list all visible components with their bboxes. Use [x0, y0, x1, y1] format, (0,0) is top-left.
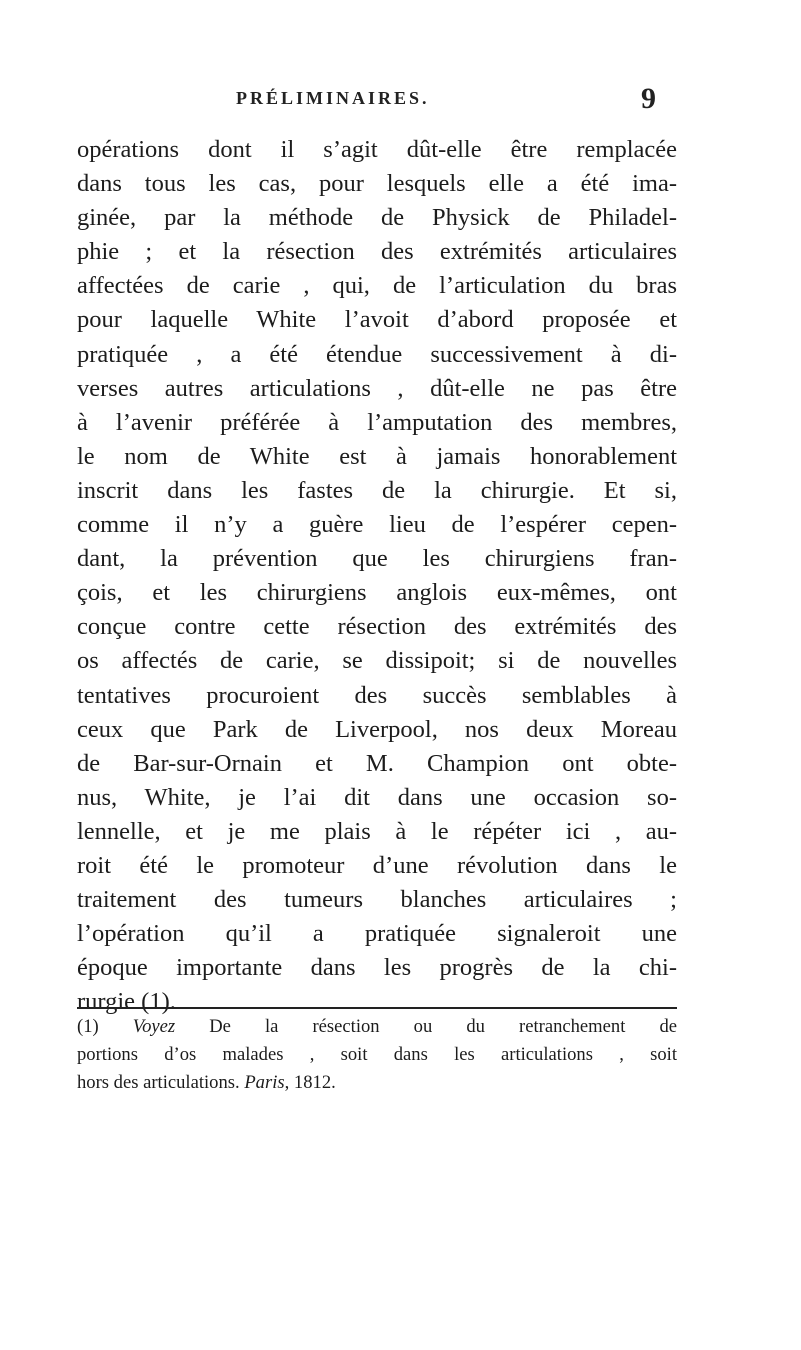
text-line: époque importante dans les progrès de la chi- — [77, 954, 677, 982]
text-line: pratiquée , a été étendue successivement à di- — [77, 340, 677, 368]
footnote-line: portions d’os malades , soit dans les articulations , soit — [77, 1044, 677, 1065]
running-head-title: PRÉLIMINAIRES. — [236, 88, 430, 108]
footnote-line — [77, 1013, 677, 1041]
footnote-rule — [77, 1007, 677, 1009]
text-line: ceux que Park de Liverpool, nos deux Moreau — [77, 715, 677, 743]
text-line: phie ; et la résection des extrémités articulaires — [77, 238, 677, 266]
text-line: roit été le promoteur d’une révolution dans le — [77, 851, 677, 879]
text-line: pour laquelle White l’avoit d’abord proposée et — [77, 306, 677, 334]
running-head — [236, 82, 656, 118]
text-line: nus, White, je l’ai dit dans une occasion so- — [77, 783, 677, 811]
text-line: traitement des tumeurs blanches articulaires ; — [77, 886, 677, 914]
text-line: inscrit dans les fastes de la chirurgie. Et si, — [77, 476, 677, 504]
footnote-line1-text: De la résection ou du retranchement de — [209, 1016, 677, 1037]
text-line-last: rurgie (1). — [77, 988, 176, 1016]
text-line: tentatives procuroient des succès semblables à — [77, 681, 677, 709]
footnote — [77, 1013, 677, 1097]
text-line: dant, la prévention que les chirurgiens fran- — [77, 545, 677, 573]
footnote-marker: (1) — [77, 1016, 99, 1037]
text-line: çois, et les chirurgiens anglois eux-mêmes, ont — [77, 579, 677, 607]
text-line: ginée, par la méthode de Physick de Philadel- — [77, 204, 677, 232]
text-line: de Bar-sur-Ornain et M. Champion ont obte- — [77, 749, 677, 777]
footnote-date: , 1812. — [284, 1072, 336, 1093]
text-line: l’opération qu’il a pratiquée signaleroit une — [77, 920, 677, 948]
text-line: dans tous les cas, pour lesquels elle a été ima- — [77, 170, 677, 198]
text-line: opérations dont il s’agit dût-elle être remplacée — [77, 136, 677, 163]
footnote-line3-text: hors des articulations. — [77, 1072, 240, 1093]
text-line: le nom de White est à jamais honorablement — [77, 442, 677, 470]
body-paragraph — [77, 133, 677, 1019]
footnote-line — [77, 1069, 677, 1097]
text-line: à l’avenir préférée à l’amputation des membres, — [77, 408, 677, 436]
footnote-paris: Paris — [244, 1072, 285, 1093]
page-number: 9 — [641, 82, 656, 115]
footnote-voyez: Voyez — [132, 1016, 176, 1037]
text-line: conçue contre cette résection des extrémités des — [77, 613, 677, 641]
text-line: verses autres articulations , dût-elle ne pas être — [77, 374, 677, 402]
text-line: os affectés de carie, se dissipoit; si de nouvelles — [77, 647, 677, 675]
text-line: comme il n’y a guère lieu de l’espérer cepen- — [77, 511, 677, 539]
text-line: lennelle, et je me plais à le répéter ici , au- — [77, 817, 677, 845]
text-line: affectées de carie , qui, de l’articulation du bras — [77, 272, 677, 300]
